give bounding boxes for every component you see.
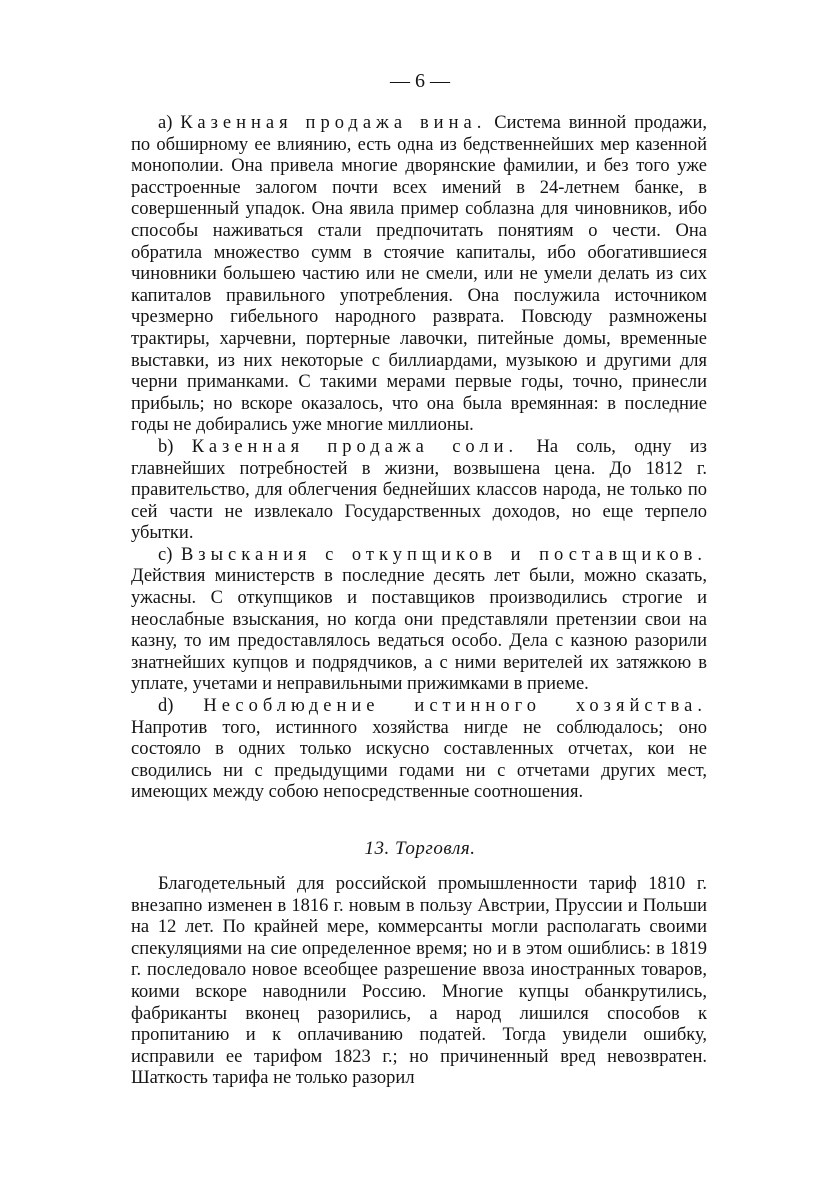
item-text: Система винной продажи, по обширному ее влиянию, есть одна из бедственнейших мер казенной монополии. Она привела многие дворянские фамилии, и без того уже расстроенные залогом почти всех имений в 24-летнем банке, в совершенный упадок. Она явила пример соблазна для чиновников, ибо способы наживаться стали предпочитать понятиям о чести. Она обратила множество сумм в стоячие капиталы, ибо обогатившиеся чиновники большею частию или не смели, или не умели делать из сих капиталов правильного употребления. Она послужила источником чрезмерно гибельного народного разврата. Повсюду размножены трактиры, харчевни, портерные лавочки, питейные домы, временные выставки, из них некоторые с биллиардами, музыкою и другими для черни приманками. С такими мерами первые годы, точно, принесли прибыль; но вскоре оказалось, что она была времянная: в последние годы не добирались уже многие миллионы.	[131, 113, 707, 436]
page-number: — 6 —	[390, 70, 450, 92]
paragraph-trade: Благодетельный для российской промышленности тариф 1810 г. внезапно изменен в 1816 г. новым в пользу Австрии, Пруссии и Польши на 12 лет. По крайней мере, коммерсанты могли располагать своими спекуляциями на сие определенное время; но и в этом ошиблись: в 1819 г. последовало новое всеобщее разрешение ввоза иностранных товаров, коими вскоре наводнили Россию. Многие купцы обанкрутились, фабриканты вконец разорились, а народ лишился способов к пропитанию и к оплачиванию податей. Тогда увидели ошибку, исправили ее тарифом 1823 г.; но причиненный вред невозвратен. Шаткость тарифа не только разорил	[131, 874, 707, 1089]
item-marker: a)	[158, 113, 173, 133]
item-heading: Казенная продажа соли.	[191, 436, 519, 457]
item-heading: Казенная продажа вина.	[180, 113, 487, 133]
paragraph-tax-farmers	[131, 545, 707, 696]
item-marker: b)	[158, 436, 174, 457]
trade-section	[131, 874, 707, 1090]
item-text: Напротив того, истинного хозяйства нигде не соблюдалось; оно состояло в одних только искусно составленных отчетах, кои не сводились ни с предыдущими годами ни с отчетами других мест, имеющих между собою непосредственные соотношения.	[131, 717, 707, 803]
paragraph-economy	[131, 696, 707, 804]
item-marker: c)	[158, 544, 173, 565]
item-heading: Несоблюдение истинного хозяйства.	[203, 696, 707, 717]
finance-measures-list	[131, 113, 707, 804]
item-heading: Взыскания с откупщиков и поставщиков.	[180, 544, 707, 565]
item-marker: d)	[158, 696, 174, 717]
paragraph-salt-sale	[131, 437, 707, 545]
item-text: На соль, одну из главнейших потребностей в жизни, возвышена цена. До 1812 г. правительство, для облегчения беднейших классов народа, не только по сей части не извлекало Государственных доходов, но еще терпело убытки.	[131, 436, 707, 544]
item-text: Действия министерств в последние десять лет были, можно сказать, ужасны. С откупщиков и поставщиков производились строгие и неослабные взыскания, но когда они представляли претензии свои на казну, то им предоставлялось ведаться особо. Дела с казною разорили знатнейших купцов и подрядчиков, а с ними верителей их затяжкою в уплате, учетами и неправильными прижимками в приеме.	[131, 566, 707, 695]
section-title: 13. Торговля.	[364, 838, 476, 859]
paragraph-wine-sale	[131, 113, 707, 437]
